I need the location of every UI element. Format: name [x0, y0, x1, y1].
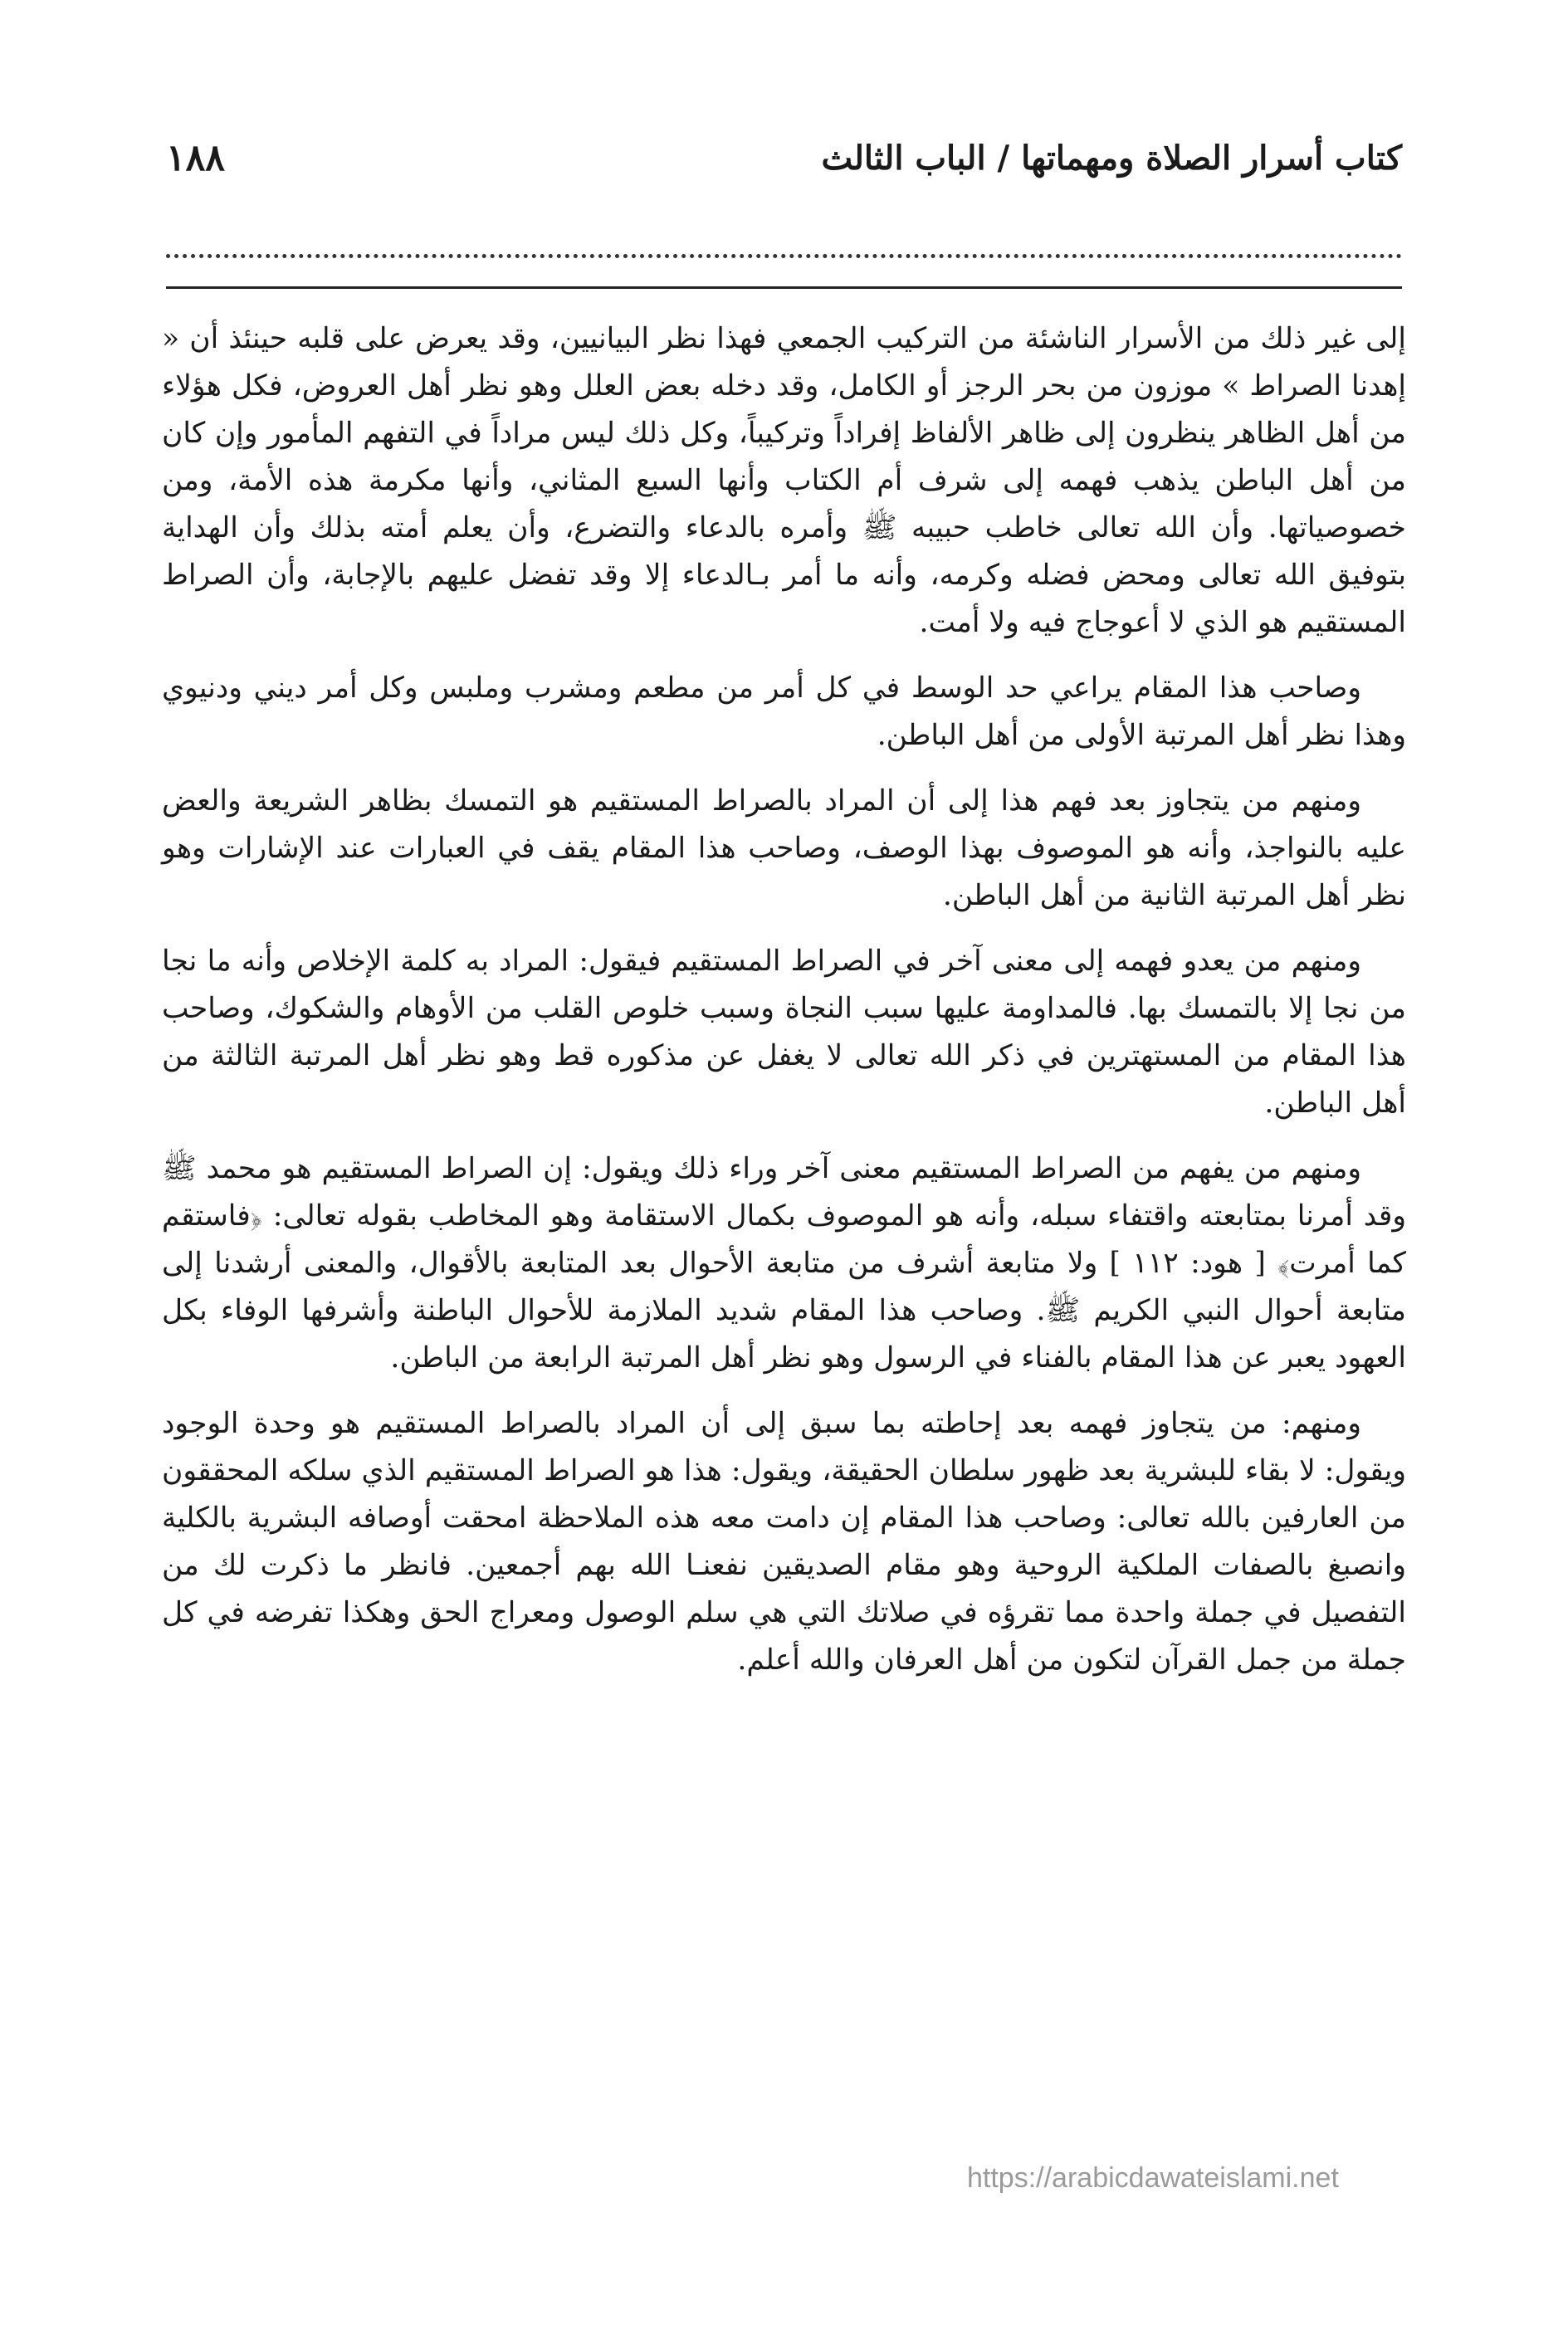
page-number: ١٨٨: [166, 136, 225, 179]
header-rule: [166, 286, 1402, 289]
paragraph-4: ومنهم من يعدو فهمه إلى معنى آخر في الصراط المستقيم فيقول: المراد به كلمة الإخلاص وأنه ما نجا من نجا إلا بالتمسك بها. فالمداومة عليها سبب النجاة وسبب خلوص القلب من الأوهام والشكوك، وصاحب هذا المقام من المستهترين في ذكر الله تعالى لا يغفل عن مذكوره قط وهو نظر أهل المرتبة الثالثة من أهل الباطن.: [162, 945, 1406, 1120]
running-head: كتاب أسرار الصلاة ومهماتها / الباب الثالث: [821, 138, 1402, 178]
page-header: [166, 125, 1402, 191]
paragraph-1: إلى غير ذلك من الأسرار الناشئة من التركيب الجمعي فهذا نظر البيانيين، وقد يعرض على قلبه حينئذ أن « إهدنا الصراط » موزون من بحر الرجز أو الكامل، وقد دخله بعض العلل وهو نظر أهل العروض، فكل هؤلاء من أهل الظاهر ينظرون إلى ظاهر الألفاظ إفراداً وتركيباً، وكل ذلك ليس مراداً في التفهم المأمور وإن كان من أهل الباطن يذهب فهمه إلى شرف أم الكتاب وأنها السبع المثاني، وأنها مكرمة هذه الأمة، ومن خصوصياتها. وأن الله تعالى خاطب حبيبه ﷺ وأمره بالدعاء والتضرع، وأن يعلم أمته بذلك وأن الهداية بتوفيق الله تعالى ومحض فضله وكرمه، وأنه ما أمر بـالدعاء إلا وقد تفضل عليهم بالإجابة، وأن الصراط المستقيم هو الذي لا أعوجاج فيه ولا أمت.: [162, 322, 1406, 639]
paragraph-2: وصاحب هذا المقام يراعي حد الوسط في كل أمر من مطعم ومشرب وملبس وكل أمر ديني ودنيوي وهذا نظر أهل المرتبة الأولى من أهل الباطن.: [162, 671, 1406, 752]
watermark-url: https://arabicdawateislami.net: [967, 2162, 1339, 2194]
paragraph-3: ومنهم من يتجاوز بعد فهم هذا إلى أن المراد بالصراط المستقيم هو التمسك بظاهر الشريعة والعض عليه بالنواجذ، وأنه هو الموصوف بهذا الوصف، وصاحب هذا المقام يقف في العبارات عند الإشارات وهو نظر أهل المرتبة الثانية من أهل الباطن.: [162, 784, 1406, 912]
dotted-separator: [166, 234, 1402, 258]
paragraph-6: ومنهم: من يتجاوز فهمه بعد إحاطته بما سبق إلى أن المراد بالصراط المستقيم هو وحدة الوجود ويقول: لا بقاء للبشرية بعد ظهور سلطان الحقيقة، ويقول: هذا هو الصراط المستقيم الذي سلكه المحققون من العارفين بالله تعالى: وصاحب هذا المقام إن دامت معه هذه الملاحظة امحقت أوصافه البشرية بالكلية وانصبغ بالصفات الملكية الروحية وهو مقام الصديقين نفعنـا الله بهم أجمعين. فانظر ما ذكرت لك من التفصيل في جملة واحدة مما تقرؤه في صلاتك التي هي سلم الوصول ومعراج الحق وهكذا تفرضه في كل جملة من جمل القرآن لتكون من أهل العرفان والله أعلم.: [162, 1407, 1406, 1677]
paragraph-5: ومنهم من يفهم من الصراط المستقيم معنى آخر وراء ذلك ويقول: إن الصراط المستقيم هو محمد ﷺ وقد أمرنا بمتابعته واقتفاء سبله، وأنه هو الموصوف بكمال الاستقامة وهو المخاطب بقوله تعالى: ﴿فاستقم كما أمرت﴾ [ هود: ١١٢ ] ولا متابعة أشرف من متابعة الأحوال بعد المتابعة بالأقوال، والمعنى أرشدنا إلى متابعة أحوال النبي الكريم ﷺ. وصاحب هذا المقام شديد الملازمة للأحوال الباطنة وأشرفها الوفاء بكل العهود يعبر عن هذا المقام بالفناء في الرسول وهو نظر أهل المرتبة الرابعة من الباطن.: [162, 1152, 1406, 1375]
body-text: [162, 315, 1406, 1702]
